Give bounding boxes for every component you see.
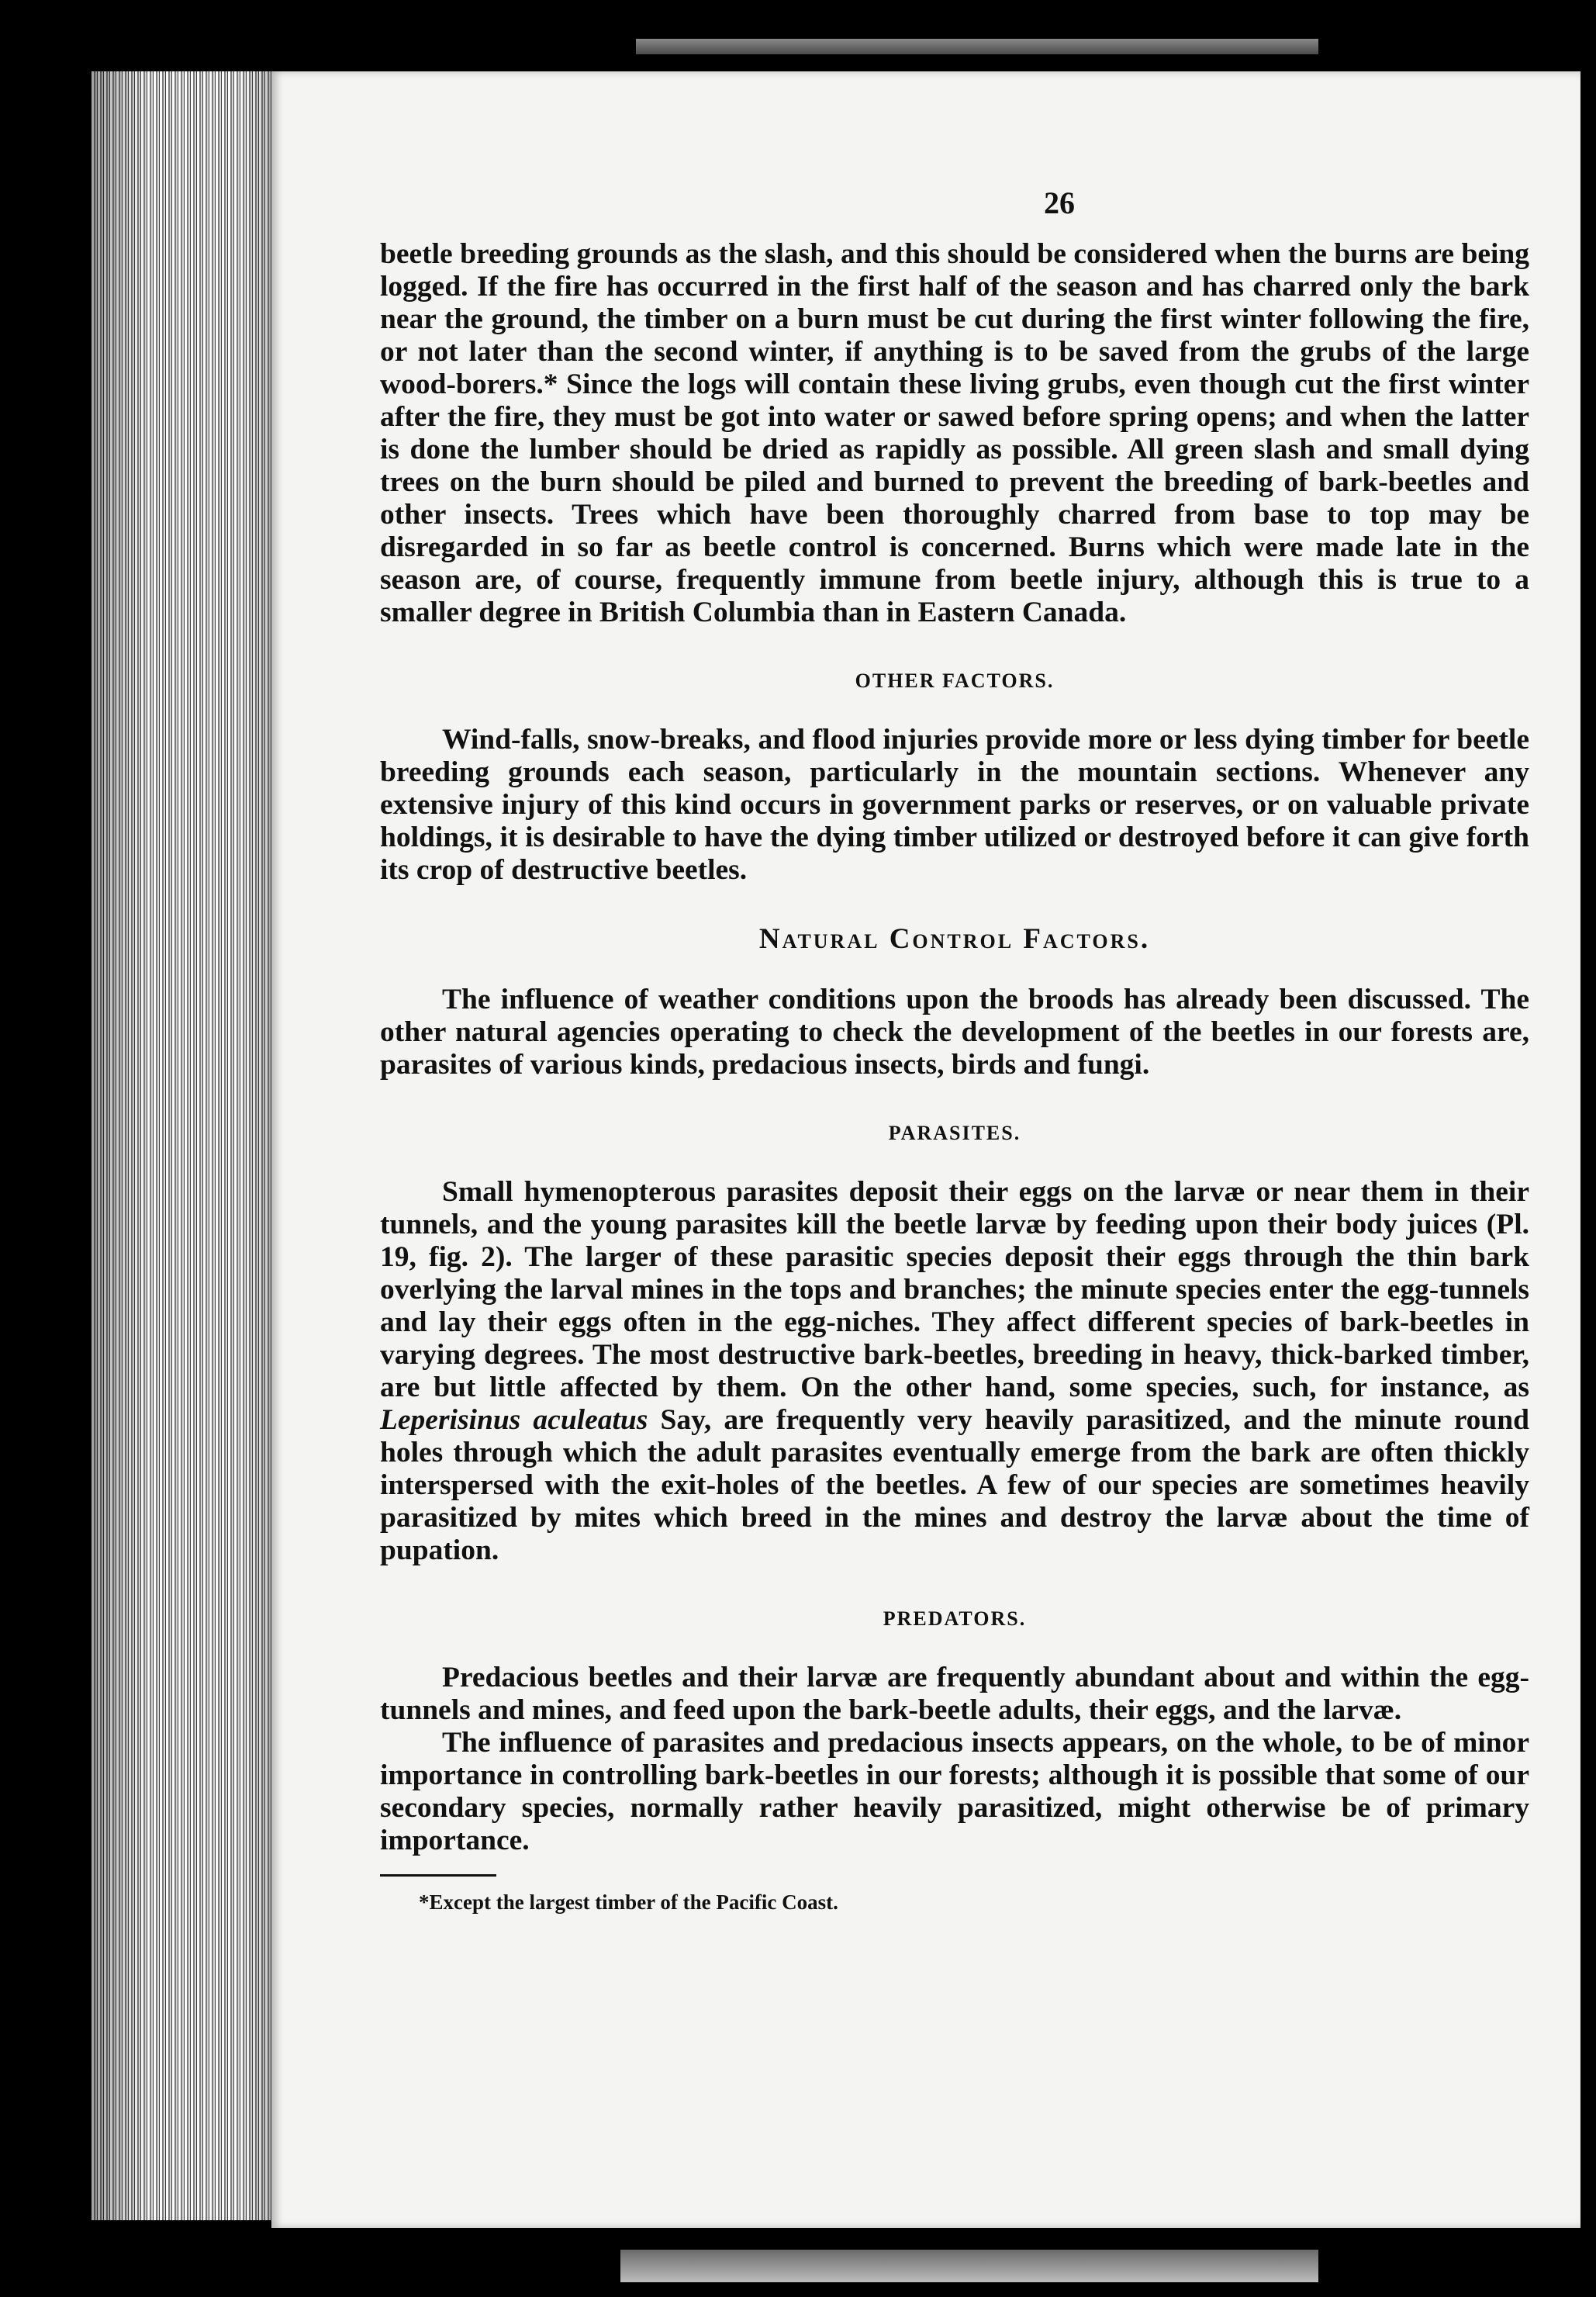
footnote: *Except the largest timber of the Pacific Coast. xyxy=(419,1891,838,1914)
species-name: Leperisinus aculeatus xyxy=(380,1404,648,1436)
paragraph-natural-control: The influence of weather conditions upon the broods has already been discussed. The other natural agencies operating to check the development of the beetles in our forests are, parasites of various kinds, predacious insects, birds and fungi. xyxy=(380,984,1529,1081)
scan-bottom-edge xyxy=(620,2250,1318,2282)
paragraph-burns: beetle breeding grounds as the slash, and this should be considered when the burns are being logged. If the fire has occurred in the first half of the season and has charred only the bark near the ground, the timber on a burn must be cut during the first winter following the fire, or not later than the second winter, if anything is to be saved from the grubs of the large wood-borers.* Since the logs will contain these living grubs, even though cut the first winter after the fire, they must be got into water or sawed before spring opens; and when the latter is done the lumber should be dried as rapidly as possible. All green slash and small dying trees on the burn should be piled and burned to prevent the breeding of bark-beetles and other insects. Trees which have been thoroughly charred from base to top may be disregarded in so far as beetle control is concerned. Burns which were made late in the season are, of course, frequently immune from beetle injury, although this is true to a smaller degree in British Columbia than in Eastern Canada. xyxy=(380,238,1529,628)
page-content xyxy=(380,185,1529,1915)
parasites-text-part2: Say, are frequently very heavily parasitized, and the minute round holes through which the adult parasites eventually emerge from the bark are often thickly interspersed with the exit-holes of the beetles. A few of our species are sometimes heavily parasitized by mites which breed in the mines and destroy the larvæ about the time of pupation. xyxy=(380,1404,1529,1566)
paragraph-other-factors: Wind-falls, snow-breaks, and flood injuries provide more or less dying timber for beetle breeding grounds each season, particularly in the mountain sections. Whenever any extensive injury of this kind occurs in government parks or reserves, or on valuable private holdings, it is desirable to have the dying timber utilized or destroyed before it can give forth its crop of destructive beetles. xyxy=(380,724,1529,886)
heading-natural-control-factors: Natural Control Factors. xyxy=(758,923,1151,955)
paragraph-influence: The influence of parasites and predacious insects appears, on the whole, to be of minor importance in controlling bark-beetles in our forests; although it is possible that some of our secondary species, normally rather heavily parasitized, might otherwise be of primary importance. xyxy=(380,1727,1529,1856)
scan-top-edge xyxy=(636,39,1318,54)
paragraph-predators: Predacious beetles and their larvæ are frequently abundant about and within the egg-tunnels and mines, and feed upon the bark-beetle adults, their eggs, and the larvæ. xyxy=(380,1662,1529,1726)
parasites-text-part1: Small hymenopterous parasites deposit their eggs on the larvæ or near them in their tunnels, and the young parasites kill the beetle larvæ by feeding upon their body juices (Pl. 19, fig. 2). The larger of these parasitic species deposit their eggs through the thin bark overlying the larval mines in the tops and branches; the minute species enter the egg-tunnels and lay their eggs often in the egg-niches. They affect different species of bark-beetles in varying degrees. The most destructive bark-beetles, breeding in heavy, thick-barked timber, are but little affected by them. On the other hand, some species, such, for instance, as xyxy=(380,1176,1529,1403)
paragraph-parasites xyxy=(380,1176,1529,1567)
heading-parasites: PARASITES. xyxy=(888,1122,1021,1144)
page-number: 26 xyxy=(1044,185,1075,220)
heading-other-factors: OTHER FACTORS. xyxy=(855,669,1055,692)
heading-predators: PREDATORS. xyxy=(883,1607,1027,1630)
footnote-divider xyxy=(380,1874,496,1877)
page-edges-shadow xyxy=(92,71,278,2220)
